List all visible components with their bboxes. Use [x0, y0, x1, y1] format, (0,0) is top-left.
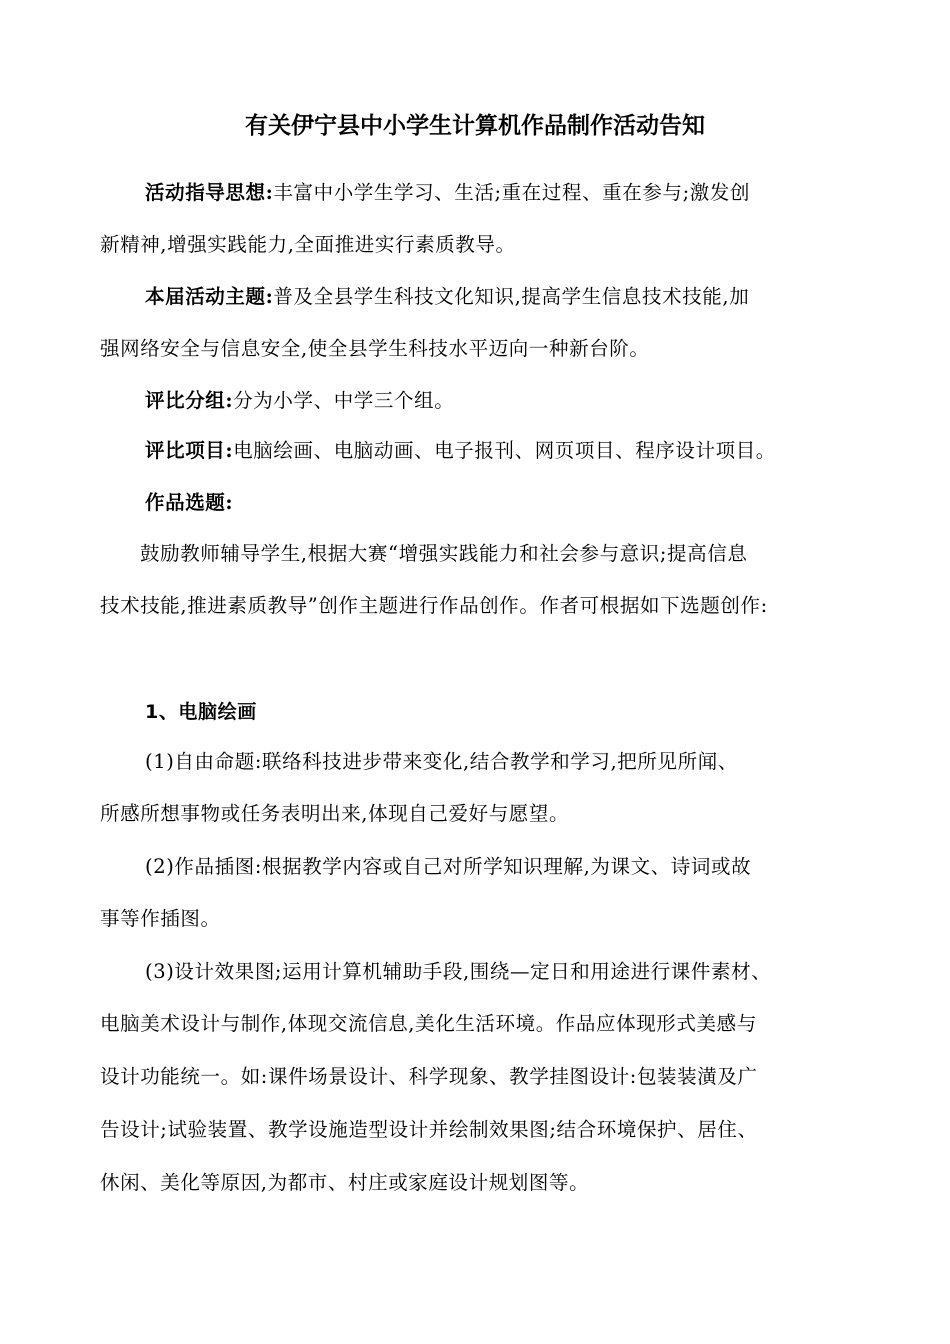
groups-paragraph: [145, 386, 454, 416]
section-1-item-2-line-1: (2)作品插图:根据教学内容或自己对所学知识理解,为课文、诗词或故: [145, 855, 752, 878]
theme-label: 本届活动主题:: [145, 285, 274, 308]
theme-paragraph-line-1: [145, 282, 749, 312]
guiding-paragraph-line-1: [145, 178, 750, 208]
document-title: 有关伊宁县中小学生计算机作品制作活动告知: [245, 112, 705, 139]
section-1-item-3-line-1: (3)设计效果图;运用计算机辅助手段,围绕—定日和用途进行课件素材、: [145, 960, 772, 983]
theme-text-1: 普及全县学生科技文化知识,提高学生信息技术技能,加: [273, 285, 750, 308]
section-1-item-1-line-1: (1)自由命题:联络科技进步带来变化,结合教学和学习,把所见所闻、: [145, 750, 738, 773]
section-1-item-3-line-2: 电脑美术设计与制作,体现交流信息,美化生活环境。作品应体现形式美感与: [100, 1012, 757, 1035]
groups-text: 分为小学、中学三个组。: [233, 389, 455, 412]
items-label: 评比项目:: [145, 439, 234, 462]
selection-text-1: 鼓励教师辅导学生,根据大赛“增强实践能力和社会参与意识;提高信息: [140, 542, 748, 565]
section-1-item-3-line-3: 设计功能统一。如:课件场景设计、科学现象、教学挂图设计:包装装潢及广: [100, 1065, 758, 1088]
items-text: 电脑绘画、电脑动画、电子报刊、网页项目、程序设计项目。: [233, 439, 776, 462]
items-paragraph: [145, 436, 776, 466]
section-1-item-3-line-4: 告设计;试验装置、教学设施造型设计并绘制效果图;结合环境保护、居住、: [100, 1118, 758, 1141]
selection-label: 作品选题:: [145, 491, 234, 514]
section-1-item-2-line-2: 事等作插图。: [100, 907, 221, 930]
theme-text-2: 强网络安全与信息安全,使全县学生科技水平迈向一种新台阶。: [100, 337, 650, 360]
selection-text-2: 技术技能,推进素质教导”创作主题进行作品创作。作者可根据如下选题创作:: [100, 594, 768, 617]
guiding-label: 活动指导思想:: [145, 181, 274, 204]
section-1-item-1-line-2: 所感所想事物或任务表明出来,体现自己爱好与愿望。: [100, 802, 570, 825]
guiding-text-1: 丰富中小学生学习、生活;重在过程、重在参与;激发创: [273, 181, 751, 204]
groups-label: 评比分组:: [145, 389, 234, 412]
section-1-heading: 1、电脑绘画: [145, 701, 257, 723]
section-1-item-3-line-5: 休闲、美化等原因,为都市、村庄或家庭设计规划图等。: [100, 1171, 590, 1194]
guiding-text-2: 新精神,增强实践能力,全面推进实行素质教导。: [100, 233, 516, 256]
